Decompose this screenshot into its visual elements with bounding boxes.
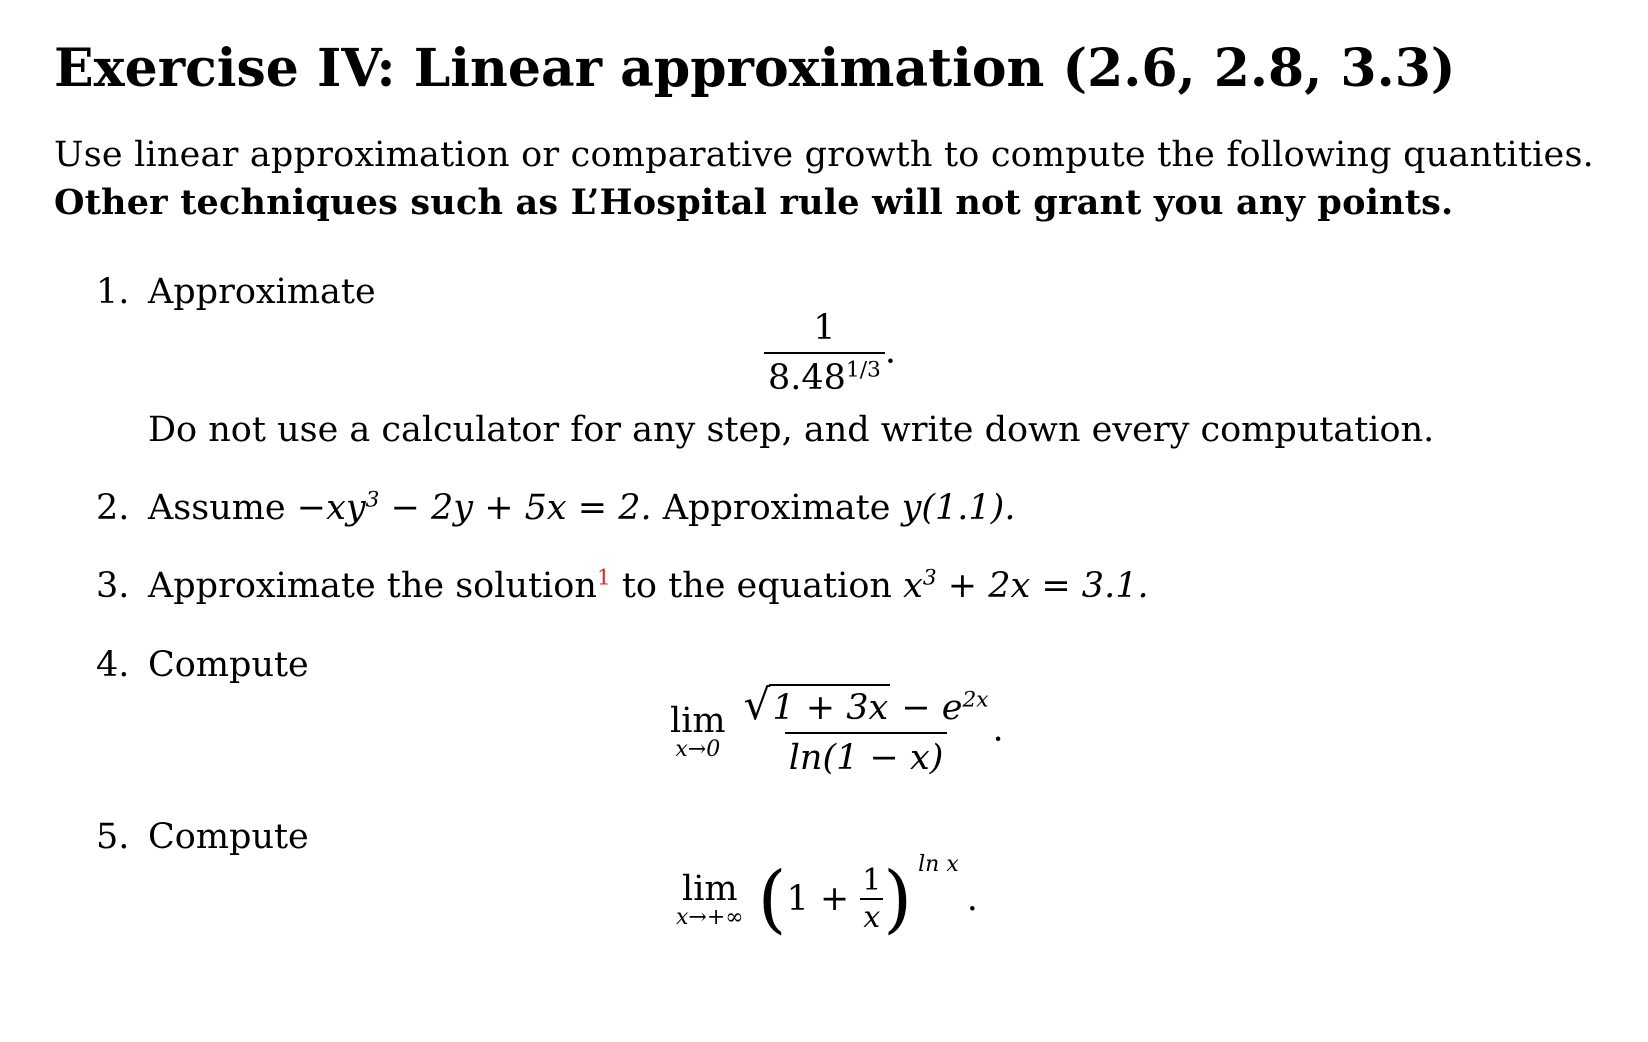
fraction-denominator [764,352,885,398]
close-paren: ) [883,856,913,942]
item-1-text: Approximate [148,272,376,312]
item-5-text: Compute [148,817,309,857]
item-2-equation [297,488,652,528]
fraction-denominator: ln(1 − x) [785,732,948,778]
limit-subscript: x→0 [675,736,721,762]
square-root [743,680,891,729]
item-4-text: Compute [148,645,309,685]
radicand: 1 + 3x [769,684,890,728]
item-2-instruction: Approximate [662,488,891,528]
minus-term: − e [890,688,963,728]
limit-subscript: x→+∞ [676,904,744,930]
intro-warning: Other techniques such as L’Hospital rule will not grant you any points. [54,182,1454,223]
footnote-link[interactable]: 1 [596,565,611,591]
item-2-number: 2. [96,488,130,528]
limit-operator: lim [670,700,726,741]
limit [676,869,744,930]
item-4-formula [670,680,1004,778]
denominator-base: 8.48 [768,358,846,398]
equation-exponent: 3 [365,487,380,513]
formula-end: . [966,879,978,919]
formula-end: . [884,331,896,372]
small-denominator: x [860,898,883,935]
exponent: 2x [962,687,989,713]
small-fraction [860,863,883,935]
item-3-lead: Approximate the solution [148,566,597,606]
item-4-number: 4. [96,645,130,685]
equation-exponent: 3 [922,565,937,591]
open-paren: ( [757,856,787,942]
equation-rest: − 2y + 5x = 2. [379,488,652,528]
radical-sign-icon: √ [743,680,771,729]
item-3-number: 3. [96,566,130,606]
formula-end: . [992,709,1004,750]
item-5-number: 5. [96,817,130,857]
equation-term: −xy [296,488,366,528]
limit [670,701,726,762]
item-2-text [148,488,1015,528]
item-2-lead: Assume [148,488,286,528]
limit-operator: lim [682,868,738,909]
equation-rest: + 2x = 3.1. [936,566,1149,606]
fraction-numerator: 1 [813,308,836,348]
item-3-instruction: to the equation [621,566,892,606]
item-2-target: y(1.1). [901,488,1016,528]
intro-text: Use linear approximation or comparative growth to compute the following quantities. [54,135,1594,175]
fraction [740,680,993,778]
item-3-text [148,566,1149,606]
fraction [764,308,885,398]
base-term: 1 + [786,879,861,919]
item-1-number: 1. [96,272,130,312]
item-3-equation [903,566,1149,606]
exponent: ln x [918,852,959,877]
item-1-formula [764,308,896,398]
equation-term: x [903,566,923,606]
small-numerator: 1 [862,863,882,898]
item-5-formula [676,852,978,942]
fraction-numerator [740,680,993,732]
item-1-note: Do not use a calculator for any step, and write down every computation. [148,410,1435,450]
denominator-exponent: 1/3 [845,357,881,383]
exercise-title: Exercise IV: Linear approximation (2.6, 2.8, 3.3) [54,38,1456,99]
